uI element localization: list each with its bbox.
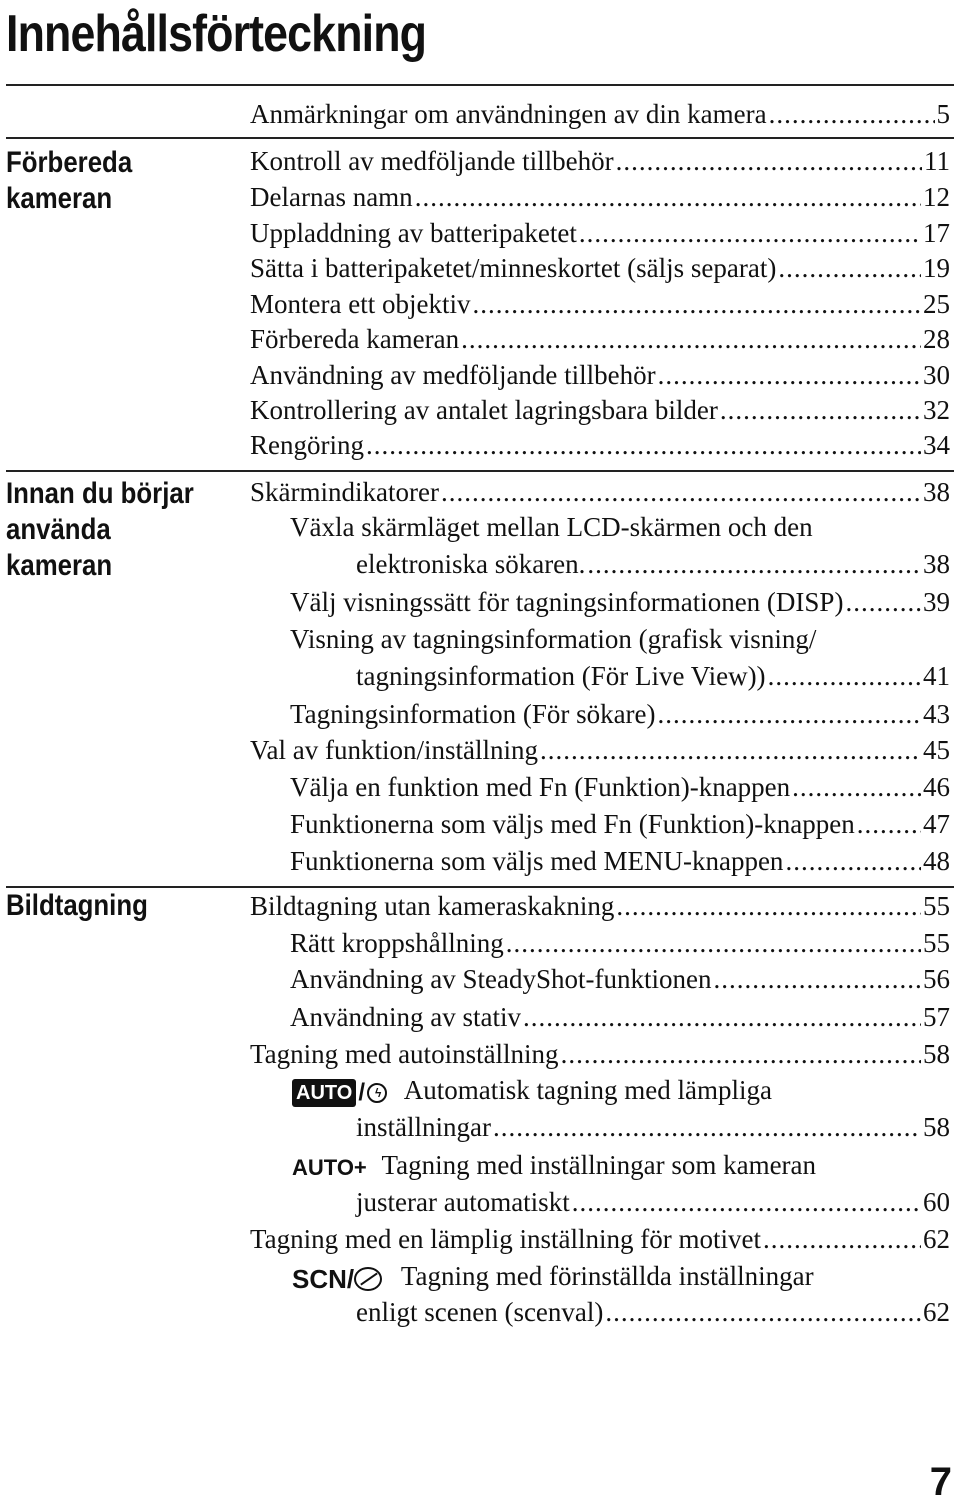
toc-entry[interactable] [250, 357, 950, 393]
toc-entry-text: Tagning med inställningar som kameran [381, 1150, 817, 1180]
toc-entry-text: Tagning med förinställda inställningar [400, 1261, 814, 1291]
picture-effect-icon [354, 1267, 382, 1291]
toc-entry[interactable] [250, 96, 950, 132]
dot-leader [506, 925, 921, 961]
toc-entry[interactable] [250, 888, 950, 924]
toc-entry-text: Användning av medföljande tillbehör [250, 360, 656, 390]
toc-entry[interactable] [250, 286, 950, 322]
toc-entry-text-continued: enligt scenen (scenval) [356, 1297, 604, 1327]
toc-page-number: 34 [923, 430, 950, 460]
toc-entry-text-continued: justerar automatiskt [356, 1187, 570, 1217]
toc-page-number: 11 [924, 146, 950, 176]
dot-leader [587, 546, 921, 582]
toc-entry-text: Tagning med en lämplig inställning för motivet [250, 1224, 762, 1254]
toc-entry-text-continued: tagningsinformation (För Live View)) [356, 661, 766, 691]
dot-leader [472, 286, 921, 322]
toc-page-number: 60 [923, 1187, 950, 1217]
toc-entry-icon-line[interactable] [292, 1072, 772, 1108]
toc-entry[interactable] [250, 143, 950, 179]
toc-entry[interactable] [290, 806, 950, 842]
dot-leader [792, 769, 921, 805]
dot-leader [461, 321, 921, 357]
toc-entry[interactable] [356, 1294, 950, 1330]
toc-entry[interactable] [290, 696, 950, 732]
section-label-text: Innan du börjar använda kameran [6, 477, 194, 582]
section-label-prepare [6, 145, 178, 217]
toc-entry-text: Val av funktion/inställning [250, 735, 538, 765]
toc-page-number: 17 [923, 218, 950, 248]
toc-page-number: 47 [923, 809, 950, 839]
dot-leader [769, 96, 935, 132]
toc-entry[interactable] [250, 321, 950, 357]
scene-selection-icon: SCN/ [292, 1263, 355, 1294]
toc-page-number: 45 [923, 735, 950, 765]
toc-entry-text: Användning av SteadyShot-funktionen [290, 964, 712, 994]
toc-entry[interactable] [290, 769, 950, 805]
toc-page-number: 38 [923, 477, 950, 507]
section-label-shooting [6, 888, 204, 924]
dot-leader [778, 250, 921, 286]
toc-entry-icon-line[interactable] [292, 1147, 816, 1183]
toc-entry[interactable] [250, 1221, 950, 1257]
dot-leader [658, 696, 921, 732]
slash-separator: / [358, 1078, 365, 1106]
toc-entry-text: Bildtagning utan kameraskakning [250, 891, 615, 921]
toc-entry-text: Delarnas namn [250, 182, 413, 212]
toc-entry[interactable] [356, 658, 950, 694]
toc-entry[interactable] [250, 179, 950, 215]
toc-entry-text: Kontrollering av antalet lagringsbara bilder [250, 395, 718, 425]
toc-page-number: 58 [923, 1039, 950, 1069]
section-label-text: Förbereda kameran [6, 146, 133, 215]
dot-leader [763, 1221, 921, 1257]
dot-leader [616, 888, 921, 924]
toc-entry-text: Automatisk tagning med lämpliga [403, 1075, 772, 1105]
toc-entry-text: Användning av stativ [290, 1002, 521, 1032]
dot-leader [857, 806, 921, 842]
toc-entry[interactable] [250, 732, 950, 768]
toc-entry-text: Kontroll av medföljande tillbehör [250, 146, 614, 176]
page-number: 7 [929, 1460, 952, 1504]
toc-entry[interactable] [290, 925, 950, 961]
toc-page-number: 19 [923, 253, 950, 283]
dot-leader [713, 961, 921, 997]
toc-page-number: 62 [923, 1297, 950, 1327]
toc-page-number: 46 [923, 772, 950, 802]
toc-entry[interactable] [290, 843, 950, 879]
dot-leader [579, 215, 921, 251]
toc-entry-icon-line[interactable] [292, 1258, 814, 1294]
toc-page-number: 58 [923, 1112, 950, 1142]
section-label-before [6, 476, 204, 584]
toc-entry-text: Sätta i batteripaketet/minneskortet (säljs separat) [250, 253, 777, 283]
toc-entry-text: Montera ett objektiv [250, 289, 471, 319]
divider [6, 470, 954, 472]
toc-entry[interactable] [250, 474, 950, 510]
toc-page-number: 39 [923, 587, 950, 617]
toc-entry[interactable] [250, 1036, 950, 1072]
dot-leader [616, 143, 922, 179]
dot-leader [785, 843, 921, 879]
toc-page-number: 25 [923, 289, 950, 319]
section-label-text: Bildtagning [6, 889, 148, 922]
toc-page-number: 55 [923, 891, 950, 921]
dot-leader [493, 1109, 921, 1145]
toc-entry-text: Rätt kroppshållning [290, 928, 504, 958]
toc-entry[interactable] [356, 1184, 950, 1220]
toc-page-number: 56 [923, 964, 950, 994]
toc-page-number: 12 [923, 182, 950, 212]
dot-leader [366, 427, 921, 463]
dot-leader [768, 658, 921, 694]
superior-auto-icon: AUTO+ [292, 1154, 367, 1180]
toc-entry-text: Uppladdning av batteripaketet [250, 218, 577, 248]
toc-page-number: 41 [923, 661, 950, 691]
toc-entry[interactable] [250, 250, 950, 286]
toc-entry[interactable] [290, 584, 950, 620]
toc-entry-text: Välj visningssätt för tagningsinformationen (DISP) [290, 587, 844, 617]
dot-leader [561, 1036, 921, 1072]
toc-page-number: 55 [923, 928, 950, 958]
auto-mode-icon: AUTO [292, 1079, 356, 1107]
toc-entry[interactable] [250, 215, 950, 251]
toc-entry-text-continued: elektroniska sökaren. [356, 549, 586, 579]
dot-leader [415, 179, 921, 215]
toc-entry-text[interactable]: Växla skärmläget mellan LCD-skärmen och den [290, 512, 813, 542]
divider [6, 84, 954, 86]
toc-entry-text: Funktionerna som väljs med MENU-knappen [290, 846, 784, 876]
toc-entry-text: Skärmindikatorer [250, 477, 439, 507]
toc-page-number: 5 [936, 99, 950, 129]
dot-leader [658, 357, 921, 393]
toc-entry[interactable] [290, 961, 950, 997]
dot-leader [605, 1294, 921, 1330]
dot-leader [523, 999, 921, 1035]
toc-entry-text: Välja en funktion med Fn (Funktion)-knappen [290, 772, 791, 802]
page-title: Innehållsförteckning [6, 5, 427, 63]
toc-entry[interactable] [356, 546, 950, 582]
dot-leader [441, 474, 921, 510]
toc-page-number: 57 [923, 1002, 950, 1032]
toc-entry[interactable] [290, 999, 950, 1035]
toc-page-number: 43 [923, 699, 950, 729]
dot-leader [540, 732, 921, 768]
toc-page-number: 32 [923, 395, 950, 425]
toc-entry-text: Tagning med autoinställning [250, 1039, 559, 1069]
toc-entry-text: Rengöring [250, 430, 364, 460]
toc-page-number: 30 [923, 360, 950, 390]
dot-leader [720, 392, 921, 428]
toc-entry-text-continued: inställningar [356, 1112, 491, 1142]
toc-entry-text: Funktionerna som väljs med Fn (Funktion)-knappen [290, 809, 855, 839]
toc-page-number: 38 [923, 549, 950, 579]
toc-entry[interactable] [250, 392, 950, 428]
toc-entry[interactable] [250, 427, 950, 463]
toc-entry[interactable] [356, 1109, 950, 1145]
toc-entry-text: Tagningsinformation (För sökare) [290, 699, 656, 729]
toc-page-number: 28 [923, 324, 950, 354]
toc-entry-text[interactable]: Visning av tagningsinformation (grafisk visning/ [290, 624, 817, 654]
flash-off-icon: ϟ [367, 1083, 387, 1103]
dot-leader [572, 1184, 921, 1220]
toc-entry-text: Anmärkningar om användningen av din kamera [250, 99, 767, 129]
toc-page-number: 62 [923, 1224, 950, 1254]
toc-page-number: 48 [923, 846, 950, 876]
divider [6, 137, 954, 139]
toc-entry-text: Förbereda kameran [250, 324, 460, 354]
dot-leader [845, 584, 921, 620]
